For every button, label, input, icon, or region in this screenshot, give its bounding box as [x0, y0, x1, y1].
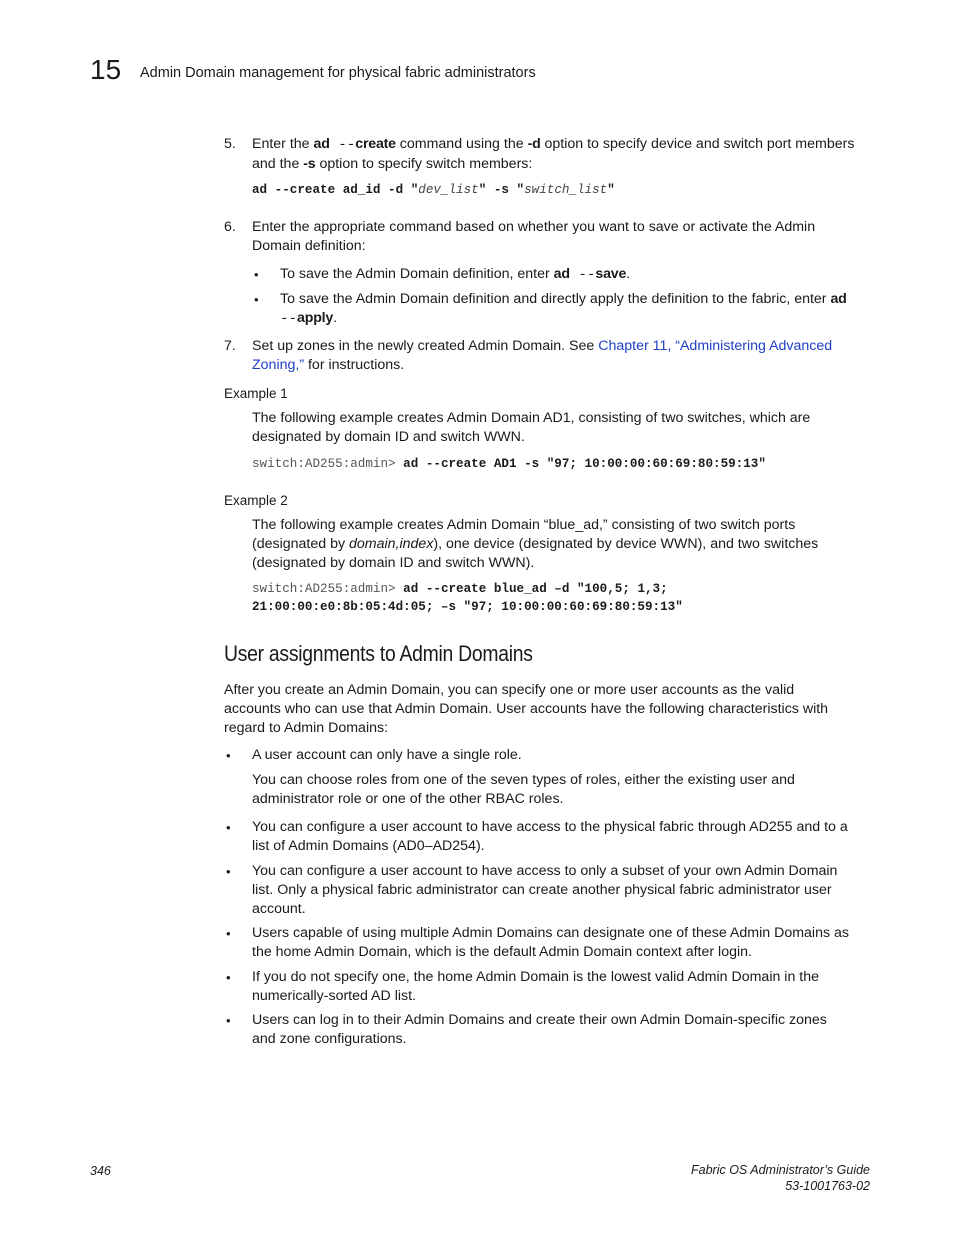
chapter-11-link[interactable]: Chapter 11, “Administering Advanced [598, 338, 833, 354]
bullet-ad255-access: You can configure a user account to have access to the physical fabric through AD255 and to a list of Admin Domains (AD0–AD254). [252, 819, 848, 854]
step-6-bullet-save: To save the Admin Domain definition, enter ad --save. [280, 266, 631, 283]
bullet: • [226, 1013, 231, 1028]
footer-guide: Fabric OS Administrator’s Guide 53-1001763-02 [691, 1163, 870, 1193]
example-2-code: switch:AD255:admin> ad --create blue_ad –d "100,5; 1,3; 21:00:00:e0:8b:05:4d:05; –s "97; 10:00:00:60:69:80:59:13" [252, 582, 683, 614]
bullet-login-zones: Users can log in to their Admin Domains and create their own Admin Domain-specific zones and zone configurations. [252, 1012, 827, 1047]
example-1-code: switch:AD255:admin> ad --create AD1 -s "97; 10:00:00:60:69:80:59:13" [252, 457, 766, 471]
bullet-single-role: A user account can only have a single role. [252, 747, 522, 763]
bullet: • [226, 970, 231, 985]
step-5-number: 5. [224, 136, 236, 152]
bullet: • [226, 926, 231, 941]
bullet-single-role-sub: You can choose roles from one of the seven types of roles, either the existing user and administrator role or one of the other RBAC roles. [252, 772, 795, 807]
bullet: • [254, 267, 259, 282]
bullet-subset-access: You can configure a user account to have access to only a subset of your own Admin Domain list. Only a physical fabric administrator can create another physical fabric administrator user account. [252, 863, 838, 917]
step-5-code: ad --create ad_id -d "dev_list" -s "switch_list" [252, 183, 615, 197]
chapter-number: 15 [90, 54, 122, 85]
example-2-heading: Example 2 [224, 493, 288, 508]
section-heading: User assignments to Admin Domains [224, 641, 533, 666]
step-7-text: Set up zones in the newly created Admin Domain. See Chapter 11, “Administering Advanced Zoning,” for instructions. [252, 338, 833, 373]
bullet: • [226, 820, 231, 835]
chapter-title: Admin Domain management for physical fabric administrators [140, 65, 536, 81]
bullet: • [254, 292, 259, 307]
step-6-bullet-apply: To save the Admin Domain definition and directly apply the definition to the fabric, enter ad --apply. [280, 291, 847, 327]
step-7-number: 7. [224, 338, 236, 354]
step-6-text: Enter the appropriate command based on whether you want to save or activate the Admin Domain definition: [252, 219, 816, 254]
example-1-heading: Example 1 [224, 386, 288, 401]
example-1-text: The following example creates Admin Domain AD1, consisting of two switches, which are designated by domain ID and switch WWN. [252, 410, 811, 445]
step-5-text: Enter the ad --create command using the -d option to specify device and switch port members and the -s option to specify switch members: [252, 136, 855, 172]
step-6-number: 6. [224, 219, 236, 235]
chapter-11-link-cont[interactable]: Zoning,” [252, 357, 305, 373]
example-2-text: The following example creates Admin Domain “blue_ad,” consisting of two switch ports (designated by domain,index), one device (designated by device WWN), and two switches (designated by domain ID and switch WWN). [252, 517, 819, 571]
bullet: • [226, 748, 231, 763]
section-intro: After you create an Admin Domain, you can specify one or more user accounts as the valid accounts who can use that Admin Domain. User accounts have the following characteristics with regard to Admin Domains: [224, 682, 829, 736]
bullet-default-home: If you do not specify one, the home Admin Domain is the lowest valid Admin Domain in the numerically-sorted AD list. [252, 969, 820, 1004]
bullet: • [226, 864, 231, 879]
bullet-home-domain: Users capable of using multiple Admin Domains can designate one of these Admin Domains as the home Admin Domain, which is the default Admin Domain context after login. [252, 925, 849, 960]
page-number: 346 [90, 1164, 111, 1178]
